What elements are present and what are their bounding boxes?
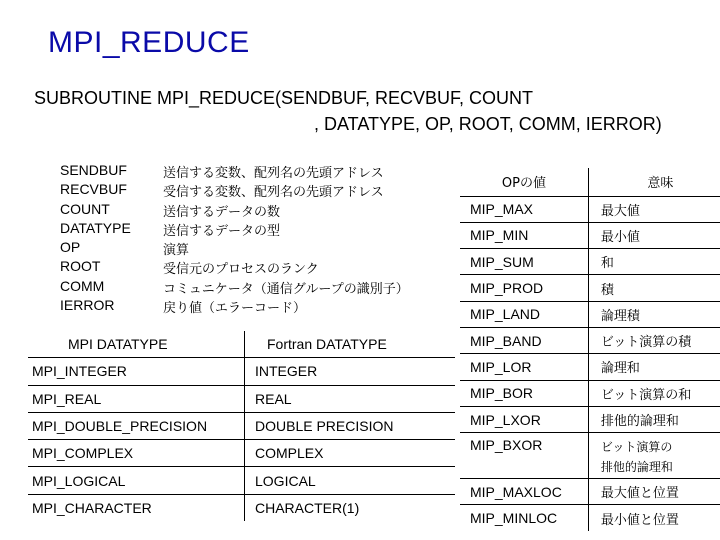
table-row — [460, 196, 720, 222]
table-row — [460, 275, 720, 301]
column-header: MPI DATATYPE — [28, 331, 245, 358]
table-cell: MIP_LOR — [460, 354, 588, 380]
param-desc: 受信する変数、配列名の先頭アドレス — [163, 185, 384, 201]
table-cell: MIP_MAX — [460, 196, 588, 222]
param-desc: 受信元のプロセスのランク — [163, 262, 319, 278]
table-cell: MIP_MINLOC — [460, 505, 588, 531]
table-cell: MIP_LAND — [460, 301, 588, 327]
param-desc: 送信するデータの数 — [163, 204, 281, 220]
table-cell: MIP_PROD — [460, 275, 588, 301]
table-row — [460, 354, 720, 380]
table-cell: 論理積 — [588, 301, 720, 327]
table-cell: MIP_LXOR — [460, 406, 588, 432]
table-header-row — [460, 168, 720, 196]
table-cell: REAL — [245, 385, 456, 412]
table-row — [460, 479, 720, 505]
table-row — [28, 440, 455, 467]
param-name: ROOT — [60, 258, 101, 275]
param-row — [60, 162, 409, 181]
table-cell: ビット演算の積 — [588, 327, 720, 353]
table-cell: MIP_MIN — [460, 222, 588, 248]
parameter-list — [60, 162, 409, 316]
table-row — [28, 494, 455, 521]
param-row — [60, 181, 409, 200]
table-cell: 排他的論理和 — [588, 406, 720, 432]
page-title: MPI_REDUCE — [48, 26, 250, 59]
param-row — [60, 201, 409, 220]
table-cell: COMPLEX — [245, 440, 456, 467]
table-cell: INTEGER — [245, 358, 456, 385]
table-cell: MPI_LOGICAL — [28, 467, 245, 494]
table-row — [460, 249, 720, 275]
table-cell: 最小値 — [588, 222, 720, 248]
table-header-row — [28, 331, 455, 358]
param-row — [60, 220, 409, 239]
table-cell: CHARACTER(1) — [245, 494, 456, 521]
bxor-desc-line-1: ビット演算の — [600, 440, 673, 455]
table-cell: MPI_REAL — [28, 385, 245, 412]
table-cell: 積 — [588, 275, 720, 301]
column-header: 意味 — [647, 176, 674, 192]
param-desc: 演算 — [163, 243, 190, 259]
table-cell: MPI_CHARACTER — [28, 494, 245, 521]
param-row — [60, 239, 409, 258]
table-cell: 最大値 — [588, 196, 720, 222]
table-cell: 最大値と位置 — [588, 479, 720, 505]
table-cell — [588, 433, 720, 479]
table-cell: MPI_INTEGER — [28, 358, 245, 385]
table-cell: MIP_BXOR — [460, 433, 588, 479]
table-cell: MIP_BOR — [460, 380, 588, 406]
param-name: DATATYPE — [60, 219, 131, 236]
table-cell: 和 — [588, 249, 720, 275]
column-header: Fortran DATATYPE — [267, 336, 387, 353]
op-table — [460, 168, 720, 531]
table-row — [28, 385, 455, 412]
param-desc: 送信する変数、配列名の先頭アドレス — [163, 166, 384, 181]
bxor-desc-line-2: 排他的論理和 — [600, 460, 673, 475]
column-header: OPの値 — [460, 168, 588, 196]
datatype-table — [28, 331, 455, 521]
param-desc: コミュニケータ（通信グループの識別子） — [163, 281, 409, 297]
table-cell: 最小値と位置 — [588, 505, 720, 531]
signature-line-1: SUBROUTINE MPI_REDUCE(SENDBUF, RECVBUF, COUNT — [34, 88, 534, 108]
param-name: COUNT — [60, 200, 110, 217]
param-row — [60, 278, 409, 297]
table-cell: 論理和 — [588, 354, 720, 380]
table-row — [460, 380, 720, 406]
param-row — [60, 258, 409, 277]
table-row — [460, 433, 720, 479]
table-row — [460, 505, 720, 531]
param-name: SENDBUF — [60, 162, 127, 178]
table-cell: MPI_DOUBLE_PRECISION — [28, 412, 245, 439]
param-row — [60, 297, 409, 316]
table-row — [460, 222, 720, 248]
table-row — [460, 406, 720, 432]
param-desc: 戻り値（エラーコード） — [163, 301, 307, 317]
param-name: COMM — [60, 277, 105, 294]
table-row — [28, 412, 455, 439]
table-row — [28, 358, 455, 385]
table-cell: LOGICAL — [245, 467, 456, 494]
table-cell: ビット演算の和 — [588, 380, 720, 406]
param-name: OP — [60, 239, 81, 256]
param-desc: 送信するデータの型 — [163, 223, 281, 239]
table-cell: MIP_MAXLOC — [460, 479, 588, 505]
table-row — [28, 467, 455, 494]
table-row — [460, 301, 720, 327]
table-cell: MIP_SUM — [460, 249, 588, 275]
param-name: IERROR — [60, 297, 115, 314]
table-cell: MIP_BAND — [460, 327, 588, 353]
param-name: RECVBUF — [60, 181, 127, 198]
table-cell: DOUBLE PRECISION — [245, 412, 456, 439]
table-row — [460, 327, 720, 353]
table-cell: MPI_COMPLEX — [28, 440, 245, 467]
signature-line-2: , DATATYPE, OP, ROOT, COMM, IERROR) — [314, 114, 662, 134]
